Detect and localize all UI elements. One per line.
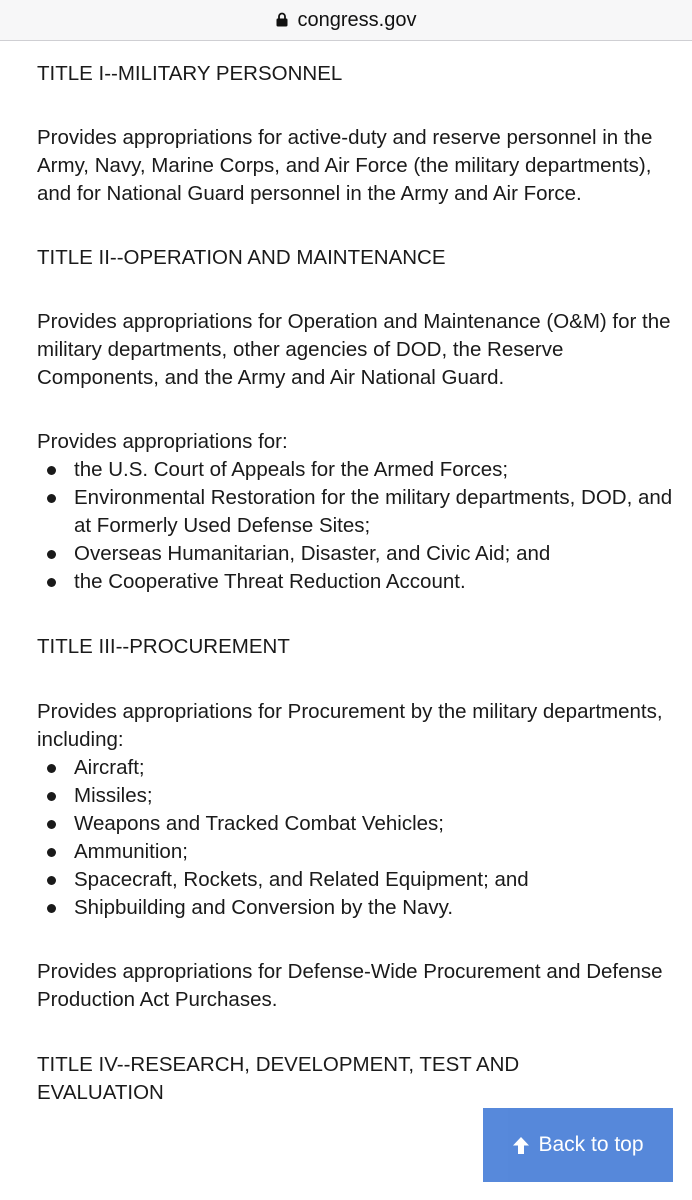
title-4-heading: TITLE IV--RESEARCH, DEVELOPMENT, TEST AND EVALUATION [37, 1053, 520, 1104]
list-item: the U.S. Court of Appeals for the Armed Forces; [0, 456, 677, 484]
list-item: Environmental Restoration for the military departments, DOD, and at Formerly Used Defense Sites; [0, 484, 677, 540]
list-item: the Cooperative Threat Reduction Account. [0, 568, 677, 596]
list-item: Missiles; [0, 782, 677, 810]
title-2-paragraph-1: Provides appropriations for Operation and Maintenance (O&M) for the military departments, other agencies of DOD, the Reserve Components, and the Army and Air National Guard. [37, 310, 671, 389]
title-3-paragraph-2: Provides appropriations for Defense-Wide Procurement and Defense Production Act Purchases. [37, 960, 663, 1011]
title-1-paragraph: Provides appropriations for active-duty and reserve personnel in the Army, Navy, Marine Corps, and Air Force (the military departments), and for National Guard personnel in the Army and Air Force. [37, 126, 653, 205]
list-item: Ammunition; [0, 838, 677, 866]
back-to-top-button[interactable] [483, 1108, 673, 1182]
address-bar[interactable] [0, 0, 692, 41]
arrow-up-icon [512, 1136, 530, 1155]
title-2-bullet-list [37, 456, 677, 596]
list-item: Overseas Humanitarian, Disaster, and Civic Aid; and [0, 540, 677, 568]
title-3-bullet-list [37, 754, 677, 922]
url-text: congress.gov [297, 8, 417, 31]
title-1-heading: TITLE I--MILITARY PERSONNEL [37, 62, 343, 85]
lock-icon [276, 12, 288, 27]
title-3-paragraph-1: Provides appropriations for Procurement by the military departments, including: [37, 700, 663, 751]
list-item: Shipbuilding and Conversion by the Navy. [0, 894, 677, 922]
list-item: Aircraft; [0, 754, 677, 782]
title-3-heading: TITLE III--PROCUREMENT [37, 635, 290, 658]
title-2-paragraph-2: Provides appropriations for: [37, 430, 288, 453]
title-2-heading: TITLE II--OPERATION AND MAINTENANCE [37, 246, 446, 269]
list-item: Weapons and Tracked Combat Vehicles; [0, 810, 677, 838]
bill-summary [37, 41, 677, 1107]
list-item: Spacecraft, Rockets, and Related Equipment; and [0, 866, 677, 894]
back-to-top-label: Back to top [538, 1133, 644, 1156]
